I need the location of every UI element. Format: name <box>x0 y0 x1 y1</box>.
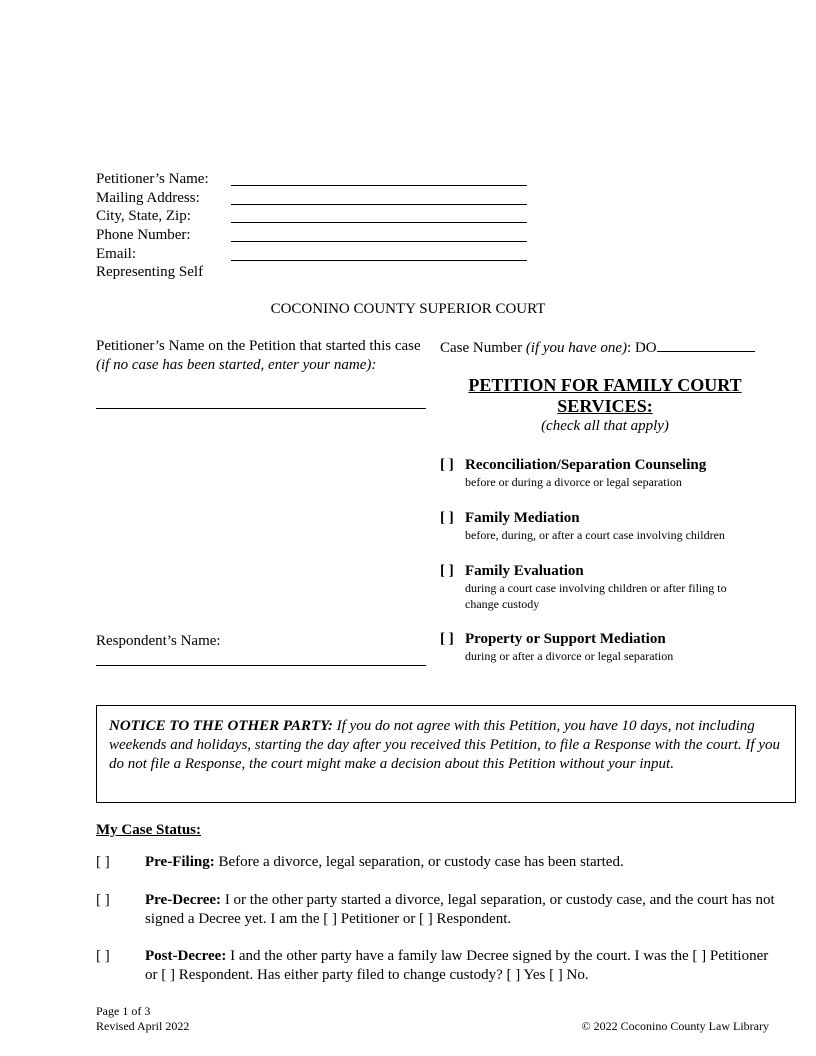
city-state-zip-field[interactable] <box>231 222 527 223</box>
service-name: Reconciliation/Separation Counseling <box>465 457 707 473</box>
mailing-address-field[interactable] <box>231 204 527 205</box>
service-desc: before or during a divorce or legal separation <box>465 475 682 489</box>
copyright: © 2022 Coconino County Law Library <box>581 1019 769 1033</box>
status-label: Pre-Decree: <box>145 892 222 908</box>
case-number-hint: (if you have one) <box>525 340 628 356</box>
service-name: Property or Support Mediation <box>465 631 666 647</box>
title-subtitle: (check all that apply) <box>541 418 669 434</box>
status-label: Post-Decree: <box>145 948 227 964</box>
case-number-field[interactable] <box>657 338 755 352</box>
service-checkbox[interactable]: [ ] <box>440 631 454 647</box>
status-checkbox[interactable]: [ ] <box>96 948 110 964</box>
service-desc: during a court case involving children or after filing to change custody <box>465 581 727 611</box>
service-desc: before, during, or after a court case involving children <box>465 528 725 542</box>
respondent-name-label: Respondent’s Name: <box>96 633 221 649</box>
phone-number-field[interactable] <box>231 241 527 242</box>
title-line-2: SERVICES: <box>557 396 653 416</box>
case-status-heading: My Case Status: <box>96 822 201 838</box>
service-checkbox[interactable]: [ ] <box>440 510 454 526</box>
city-state-zip-row <box>96 207 536 225</box>
email-label: Email: <box>96 246 136 262</box>
mailing-address-row <box>96 189 536 207</box>
status-label: Pre-Filing: <box>145 854 215 870</box>
status-checkbox[interactable]: [ ] <box>96 854 110 870</box>
petitioner-case-name-label: Petitioner’s Name on the Petition that started this case (if no case has been started, enter your name): <box>96 338 421 373</box>
case-number-prefix: : DO <box>627 340 657 356</box>
phone-number-label: Phone Number: <box>96 227 191 243</box>
notice-heading: NOTICE TO THE OTHER PARTY: <box>109 718 333 734</box>
petitioner-case-name-field[interactable] <box>96 408 426 409</box>
petitioner-case-name-block <box>96 337 426 375</box>
petitioner-name-label: Petitioner’s Name: <box>96 171 209 187</box>
revised-date: Revised April 2022 <box>96 1019 190 1033</box>
service-checkbox[interactable]: [ ] <box>440 563 454 579</box>
service-checkbox[interactable]: [ ] <box>440 457 454 473</box>
email-field[interactable] <box>231 260 527 261</box>
status-text: I and the other party have a family law Decree signed by the court. I was the [ ] Petitioner or [ ] Respondent. Has either party filed to change custody? [ ] Yes [ ] No. <box>145 948 769 983</box>
service-name: Family Mediation <box>465 510 580 526</box>
title-line-1: PETITION FOR FAMILY COURT <box>468 375 742 395</box>
notice-box <box>96 705 796 803</box>
petition-title <box>440 375 770 436</box>
status-text: I or the other party started a divorce, legal separation, or custody case, and the court has not signed a Decree yet. I am the [ ] Petitioner or [ ] Respondent. <box>145 892 775 927</box>
status-checkbox[interactable]: [ ] <box>96 892 110 908</box>
email-row <box>96 245 536 263</box>
service-desc: during or after a divorce or legal separation <box>465 649 674 663</box>
footer-left <box>96 1004 189 1034</box>
mailing-address-label: Mailing Address: <box>96 190 200 206</box>
status-text: Before a divorce, legal separation, or custody case has been started. <box>218 854 624 870</box>
petitioner-name-row <box>96 170 536 188</box>
service-name: Family Evaluation <box>465 563 584 579</box>
court-name: COCONINO COUNTY SUPERIOR COURT <box>270 301 546 317</box>
page-number: Page 1 of 3 <box>96 1004 151 1018</box>
phone-number-row <box>96 226 536 244</box>
case-number-label: Case Number <box>440 340 523 356</box>
city-state-zip-label: City, State, Zip: <box>96 208 191 224</box>
petitioner-name-field[interactable] <box>231 185 527 186</box>
case-number-row <box>440 338 780 358</box>
representing-self: Representing Self <box>96 264 204 280</box>
respondent-name-field[interactable] <box>96 665 426 666</box>
notice-text: If you do not agree with this Petition, you have 10 days, not including weekends and holidays, starting the day after you received this Petition, to file a Response with the court. If you do not file a Response, the court might make a decision about this Petition without your input. <box>109 718 780 772</box>
